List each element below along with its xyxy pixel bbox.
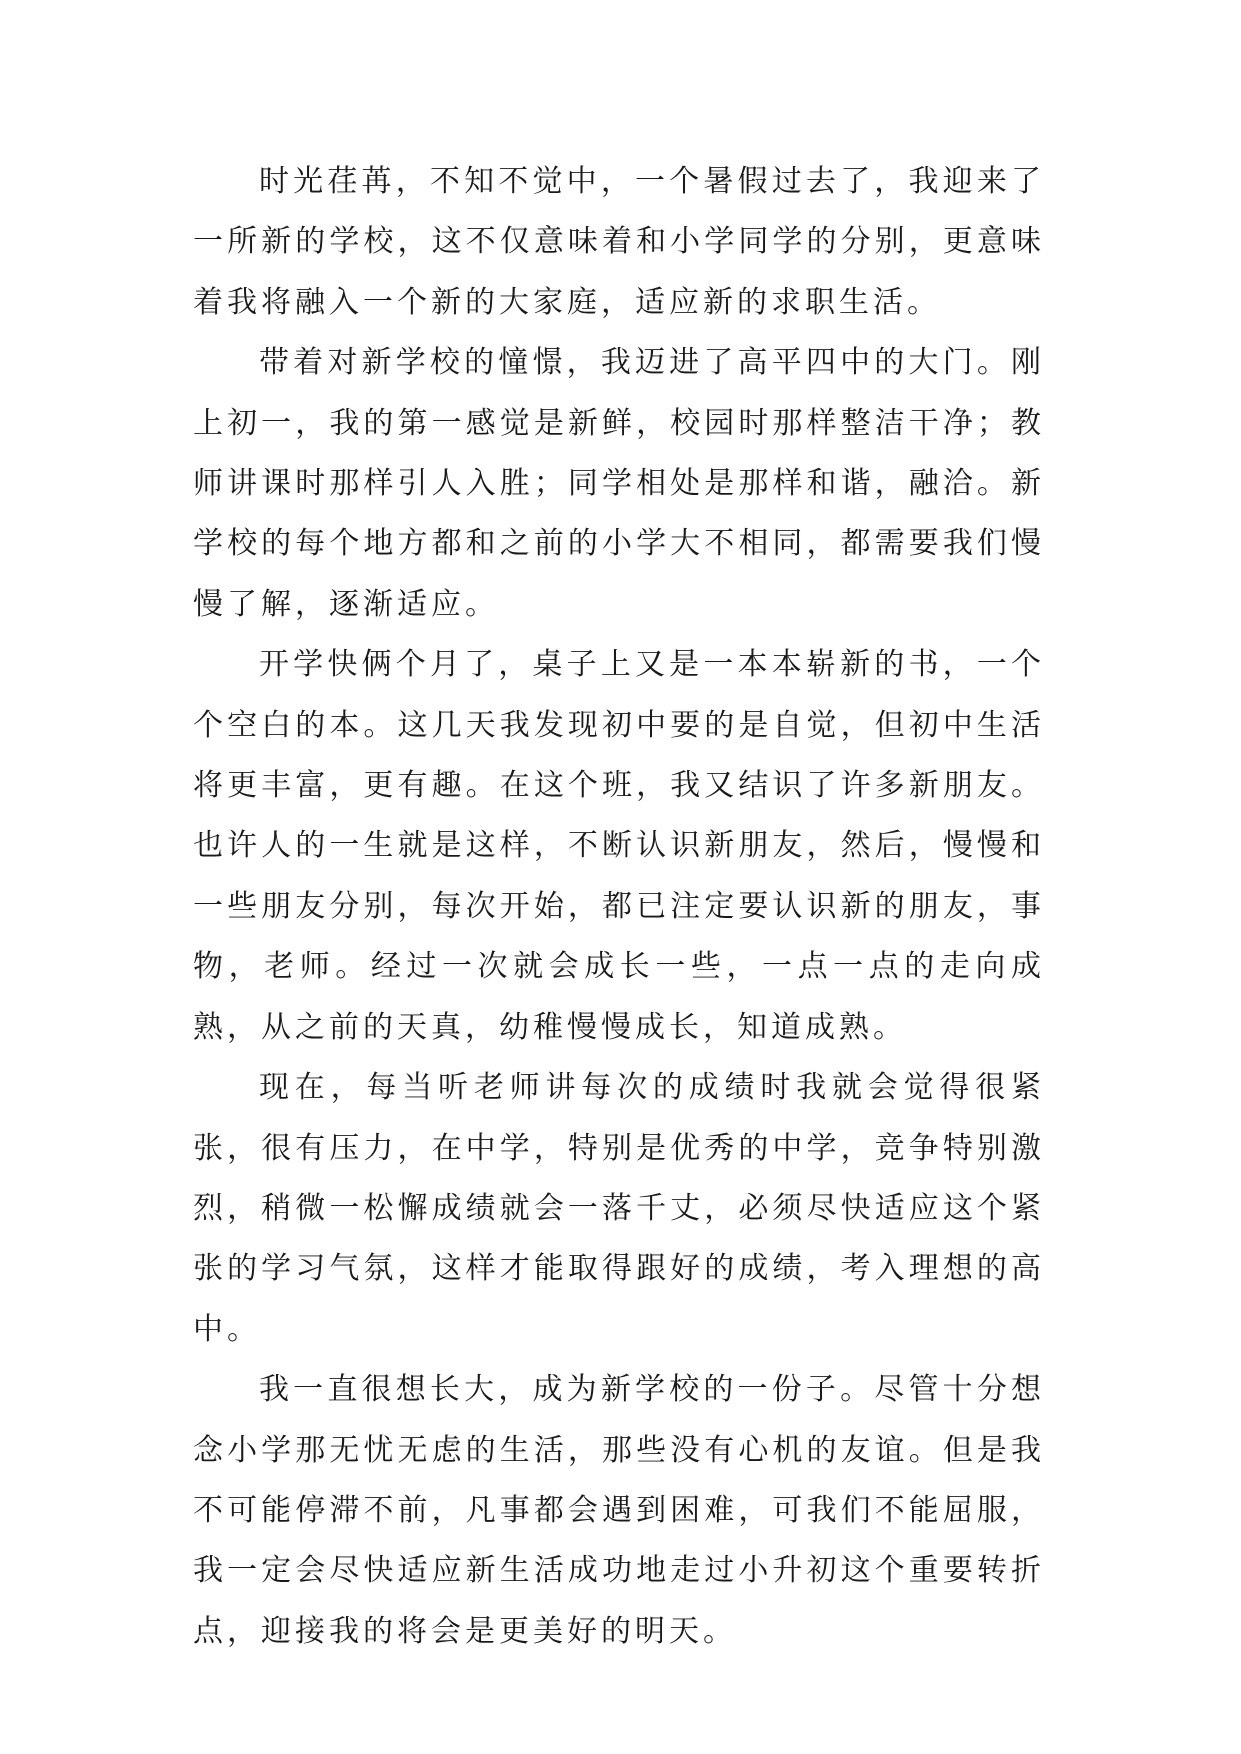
paragraph-5: 我一直很想长大，成为新学校的一份子。尽管十分想念小学那无忧无虑的生活，那些没有心机的友谊。但是我不可能停滞不前，凡事都会遇到困难，可我们不能屈服，我一定会尽快适应新生活成功地走过小升初这个重要转折点，迎接我的将会是更美好的明天。 [193,1372,1045,1649]
document-body [193,152,1045,1662]
paragraph-1: 时光荏苒，不知不觉中，一个暑假过去了，我迎来了一所新的学校，这不仅意味着和小学同学的分别，更意味着我将融入一个新的大家庭，适应新的求职生活。 [193,164,1045,320]
paragraph-2: 带着对新学校的憧憬，我迈进了高平四中的大门。刚上初一，我的第一感觉是新鲜，校园时那样整洁干净；教师讲课时那样引人入胜；同学相处是那样和谐，融洽。新学校的每个地方都和之前的小学大不相同，都需要我们慢慢了解，逐渐适应。 [193,345,1045,622]
paragraph-4: 现在，每当听老师讲每次的成绩时我就会觉得很紧张，很有压力，在中学，特别是优秀的中学，竞争特别激烈，稍微一松懈成绩就会一落千丈，必须尽快适应这个紧张的学习气氛，这样才能取得跟好的成绩，考入理想的高中。 [193,1070,1045,1347]
paragraph-3: 开学快俩个月了，桌子上又是一本本崭新的书，一个个空白的本。这几天我发现初中要的是自觉，但初中生活将更丰富，更有趣。在这个班，我又结识了许多新朋友。也许人的一生就是这样，不断认识新朋友，然后，慢慢和一些朋友分别，每次开始，都已注定要认识新的朋友，事物，老师。经过一次就会成长一些，一点一点的走向成熟，从之前的天真，幼稚慢慢成长，知道成熟。 [193,647,1045,1045]
